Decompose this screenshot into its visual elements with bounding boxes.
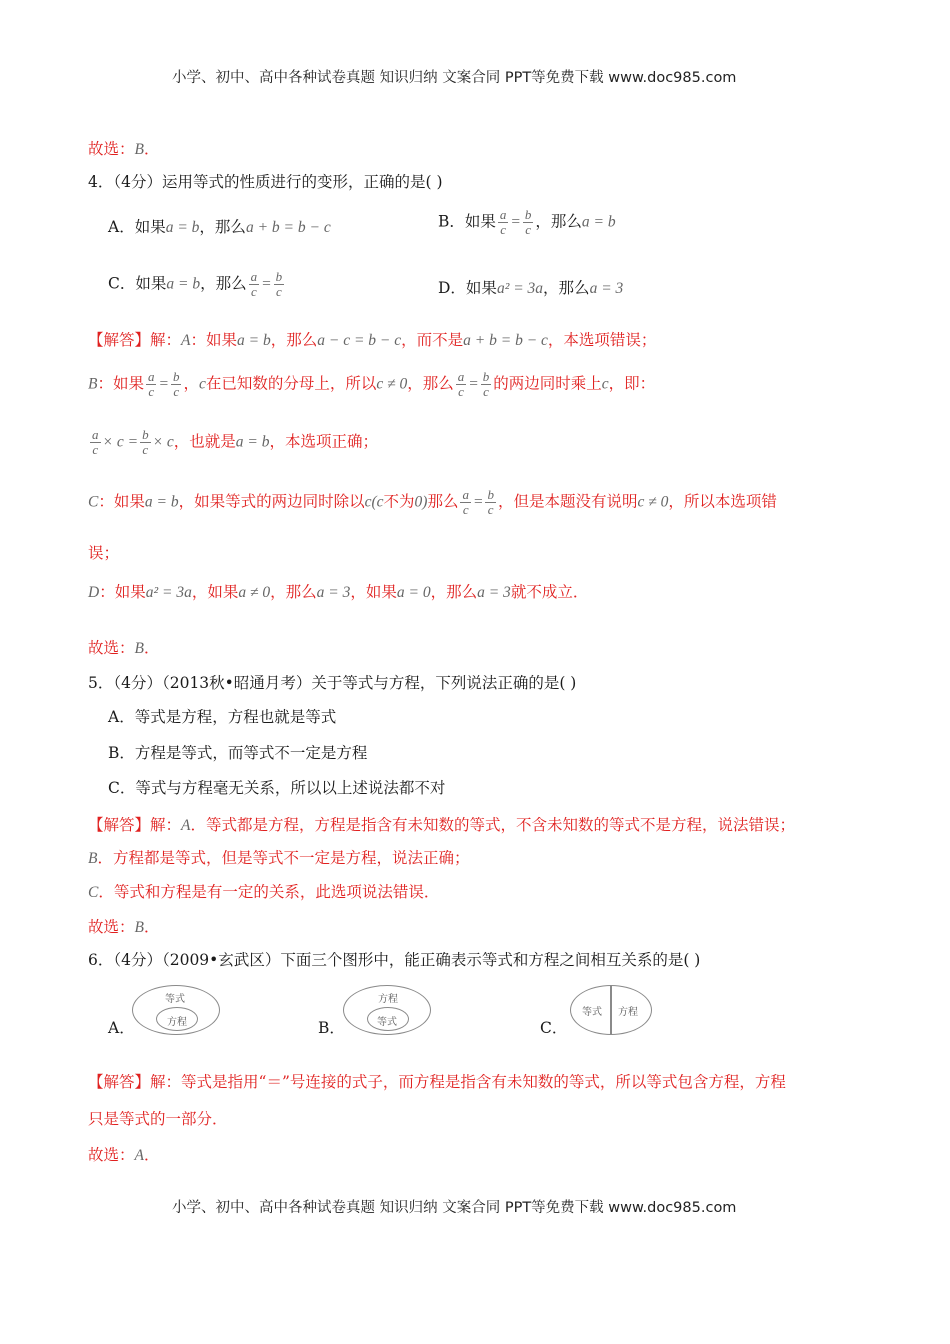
- label-fangcheng: 方程: [618, 1007, 638, 1018]
- q5-answer: 故选：B．: [88, 918, 160, 936]
- q4-solution-c: C：如果a = b，如果等式的两边同时除以c(c不为0)那么 $\frac{a}{c}$ = $\frac{b}{c}$ ，但是本题没有说明c ≠ 0，所以本选项错: [88, 487, 777, 517]
- q6-stem: 6．（4分）（2009•玄武区）下面三个图形中，能正确表示等式和方程之间相互关系的是( ): [88, 951, 701, 969]
- q6-answer: 故选：A．: [88, 1146, 160, 1164]
- label-fangcheng: 方程: [378, 994, 398, 1005]
- q6-solution-line2: 只是等式的一部分．: [88, 1110, 228, 1128]
- label-dengshi: 等式: [582, 1007, 602, 1018]
- label-dengshi: 等式: [377, 1017, 397, 1028]
- q5-solution-a: 【解答】解：A．等式都是方程，方程是指含有未知数的等式，不含未知数的等式不是方程，说法错误；: [88, 816, 796, 834]
- page-footer: 小学、初中、高中各种试卷真题 知识归纳 文案合同 PPT等免费下载 www.doc985.com: [172, 1200, 737, 1216]
- q5-option-c: C．等式与方程毫无关系，所以以上述说法都不对: [108, 779, 446, 797]
- q5-stem: 5．（4分）（2013秋•昭通月考）关于等式与方程，下列说法正确的是( ): [88, 674, 577, 692]
- prev-answer: 故选：B．: [88, 140, 160, 158]
- label-fangcheng: 方程: [167, 1017, 187, 1028]
- page-header: 小学、初中、高中各种试卷真题 知识归纳 文案合同 PPT等免费下载 www.doc985.com: [172, 70, 737, 86]
- q4-solution-b: B：如果 $\frac{a}{c}$ = $\frac{b}{c}$ ，c在已知数的分母上，所以c ≠ 0，那么 $\frac{a}{c}$ = $\frac{b}{c}$ 的两边同时乘上c，即：: [88, 369, 656, 399]
- q4-solution-c-cont: 误；: [88, 544, 120, 562]
- label-dengshi: 等式: [165, 994, 185, 1005]
- q4-solution-d: D：如果a² = 3a，如果a ≠ 0，那么a = 3，如果a = 0，那么a = 3就不成立．: [88, 583, 589, 601]
- q4-answer: 故选：B．: [88, 639, 160, 657]
- figure-c: [570, 985, 652, 1035]
- figure-a: [132, 985, 220, 1035]
- q4-option-c: C．如果a = b，那么 $\frac{a}{c}$ = $\frac{b}{c}$: [108, 269, 283, 299]
- divider-line: [610, 986, 612, 1034]
- q4-solution-a: 【解答】解：A：如果a = b，那么a − c = b − c，而不是a + b = b − c，本选项错误；: [88, 331, 657, 349]
- figure-b: [343, 985, 431, 1035]
- q6-option-b-label: B．: [318, 1019, 345, 1037]
- q4-option-b: B．如果 $\frac{a}{c}$ = $\frac{b}{c}$ ，那么a = b: [438, 207, 616, 237]
- q6-solution-line1: 【解答】解：等式是指用“＝”号连接的式子，而方程是指含有未知数的等式，所以等式包含方程，方程: [88, 1073, 786, 1091]
- q4-solution-b-cont: $\frac{a}{c}$ × c = $\frac{b}{c}$ × c，也就是a = b，本选项正确；: [92, 427, 379, 457]
- q6-option-c-label: C．: [540, 1019, 568, 1037]
- q4-stem: 4．（4分）运用等式的性质进行的变形，正确的是( ): [88, 173, 443, 191]
- q5-option-b: B．方程是等式，而等式不一定是方程: [108, 744, 368, 762]
- q4-option-a: A．如果a = b，那么a + b = b − c: [108, 218, 331, 236]
- q5-option-a: A．等式是方程，方程也就是等式: [108, 708, 337, 726]
- q6-option-a-label: A．: [108, 1019, 135, 1037]
- q5-solution-c: C．等式和方程是有一定的关系，此选项说法错误．: [88, 883, 440, 901]
- q4-option-d: D．如果a² = 3a，那么a = 3: [438, 279, 624, 297]
- q5-solution-b: B．方程都是等式，但是等式不一定是方程，说法正确；: [88, 849, 470, 867]
